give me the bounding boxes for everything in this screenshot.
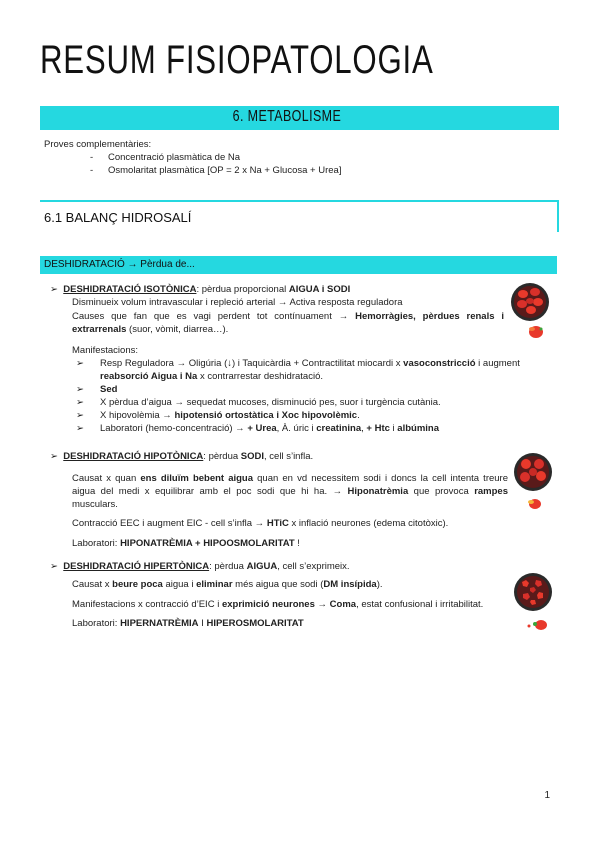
section-title: 6.1 BALANÇ HIDROSALÍ	[44, 210, 192, 225]
list-item: ➢ Laboratori (hemo-concentració) → + Urea, À. úric i creatinina, + Htc i albúmina	[72, 422, 552, 435]
isotonica-manifestacions-list	[72, 357, 552, 435]
arrow-bullet-icon: ➢	[50, 561, 58, 572]
hipotonica-title: DESHIDRATACIÓ HIPOTÒNICA	[63, 451, 204, 462]
page-number: 1	[544, 790, 550, 801]
hipertonica-para3: Laboratori: HIPERNATRÈMIA I HIPEROSMOLARITAT	[72, 618, 304, 629]
proves-item: - Concentració plasmàtica de Na	[90, 151, 341, 164]
hipotonica-para3: Laboratori: HIPONATRÈMIA + HIPOOSMOLARITAT !	[72, 538, 300, 549]
isotonica-causes: Causes que fan que es vagi perdent tot contínuament → Hemorràgies, pèrdues renals i extrarrenals (suor, vòmit, diarrea…).	[72, 311, 504, 335]
isotonica-title: DESHIDRATACIÓ ISOTÒNICA	[63, 284, 197, 295]
proves-list	[90, 151, 341, 177]
isotonic-cells-icon	[510, 282, 550, 344]
isotonica-manifestacions-heading: Manifestacions:	[72, 345, 139, 356]
arrow-bullet-icon: ➢	[50, 451, 58, 462]
list-item: ➢ Resp Reguladora → Oligúria (↓) i Taquicàrdia + Contractilitat miocardi x vasoconstricció i augment reabsorció Aigua i Na x contrarrestar deshidratació.	[72, 357, 552, 383]
isotonica-heading: ➢ DESHIDRATACIÓ ISOTÒNICA: pèrdua proporcional AIGUA i SODI	[50, 284, 351, 295]
subsection-bar	[40, 256, 557, 274]
proves-item: - Osmolaritat plasmàtica [OP = 2 x Na + Glucosa + Urea]	[90, 164, 341, 177]
document-title: RESUM FISIOPATOLOGIA	[40, 38, 434, 82]
list-item: ➢ Sed	[72, 383, 552, 396]
hipertonica-para1: Causat x beure poca aigua i eliminar més aigua que sodi (DM insípida).	[72, 579, 383, 590]
hipertonica-title: DESHIDRATACIÓ HIPERTÒNICA	[63, 561, 210, 572]
isotonica-line1: Disminueix volum intravascular i repleció arterial → Activa resposta reguladora	[72, 297, 403, 308]
hipotonica-heading: ➢ DESHIDRATACIÓ HIPOTÒNICA: pèrdua SODI, cell s’infla.	[50, 451, 314, 462]
hipertonica-para2: Manifestacions x contracció d’EIC i exprimició neurones → Coma, estat confusional i irritabilitat.	[72, 599, 484, 610]
list-item: ➢ X pèrdua d’aigua → sequedat mucoses, disminució pes, suor i turgència cutània.	[72, 396, 552, 409]
arrow-bullet-icon: ➢	[50, 284, 58, 295]
hipertonica-heading: ➢ DESHIDRATACIÓ HIPERTÒNICA: pèrdua AIGUA, cell s’exprimeix.	[50, 561, 350, 572]
chapter-bar	[40, 106, 559, 130]
hypertonic-cells-icon	[513, 572, 553, 634]
subsection-title: DESHIDRATACIÓ → Pèrdua de...	[44, 259, 195, 270]
proves-heading: Proves complementàries:	[44, 139, 152, 150]
hipotonica-para1: Causat x quan ens diluïm bebent aigua quan en vd necessitem sodi i doncs la cell intenta treure aigua del medi x equilibrar amb el poc sodi que hi ha. → Hiponatrèmia que provoca rampes musculars.	[72, 473, 508, 510]
list-item: ➢ X hipovolèmia → hipotensió ortostàtica i Xoc hipovolèmic.	[72, 409, 552, 422]
hypotonic-cells-icon	[513, 452, 553, 514]
section-header	[40, 200, 559, 232]
hipotonica-para2: Contracció EEC i augment EIC - cell s’infla → HTiC x inflació neurones (edema citotòxic).	[72, 518, 449, 529]
chapter-title: 6. METABOLISME	[232, 108, 341, 125]
